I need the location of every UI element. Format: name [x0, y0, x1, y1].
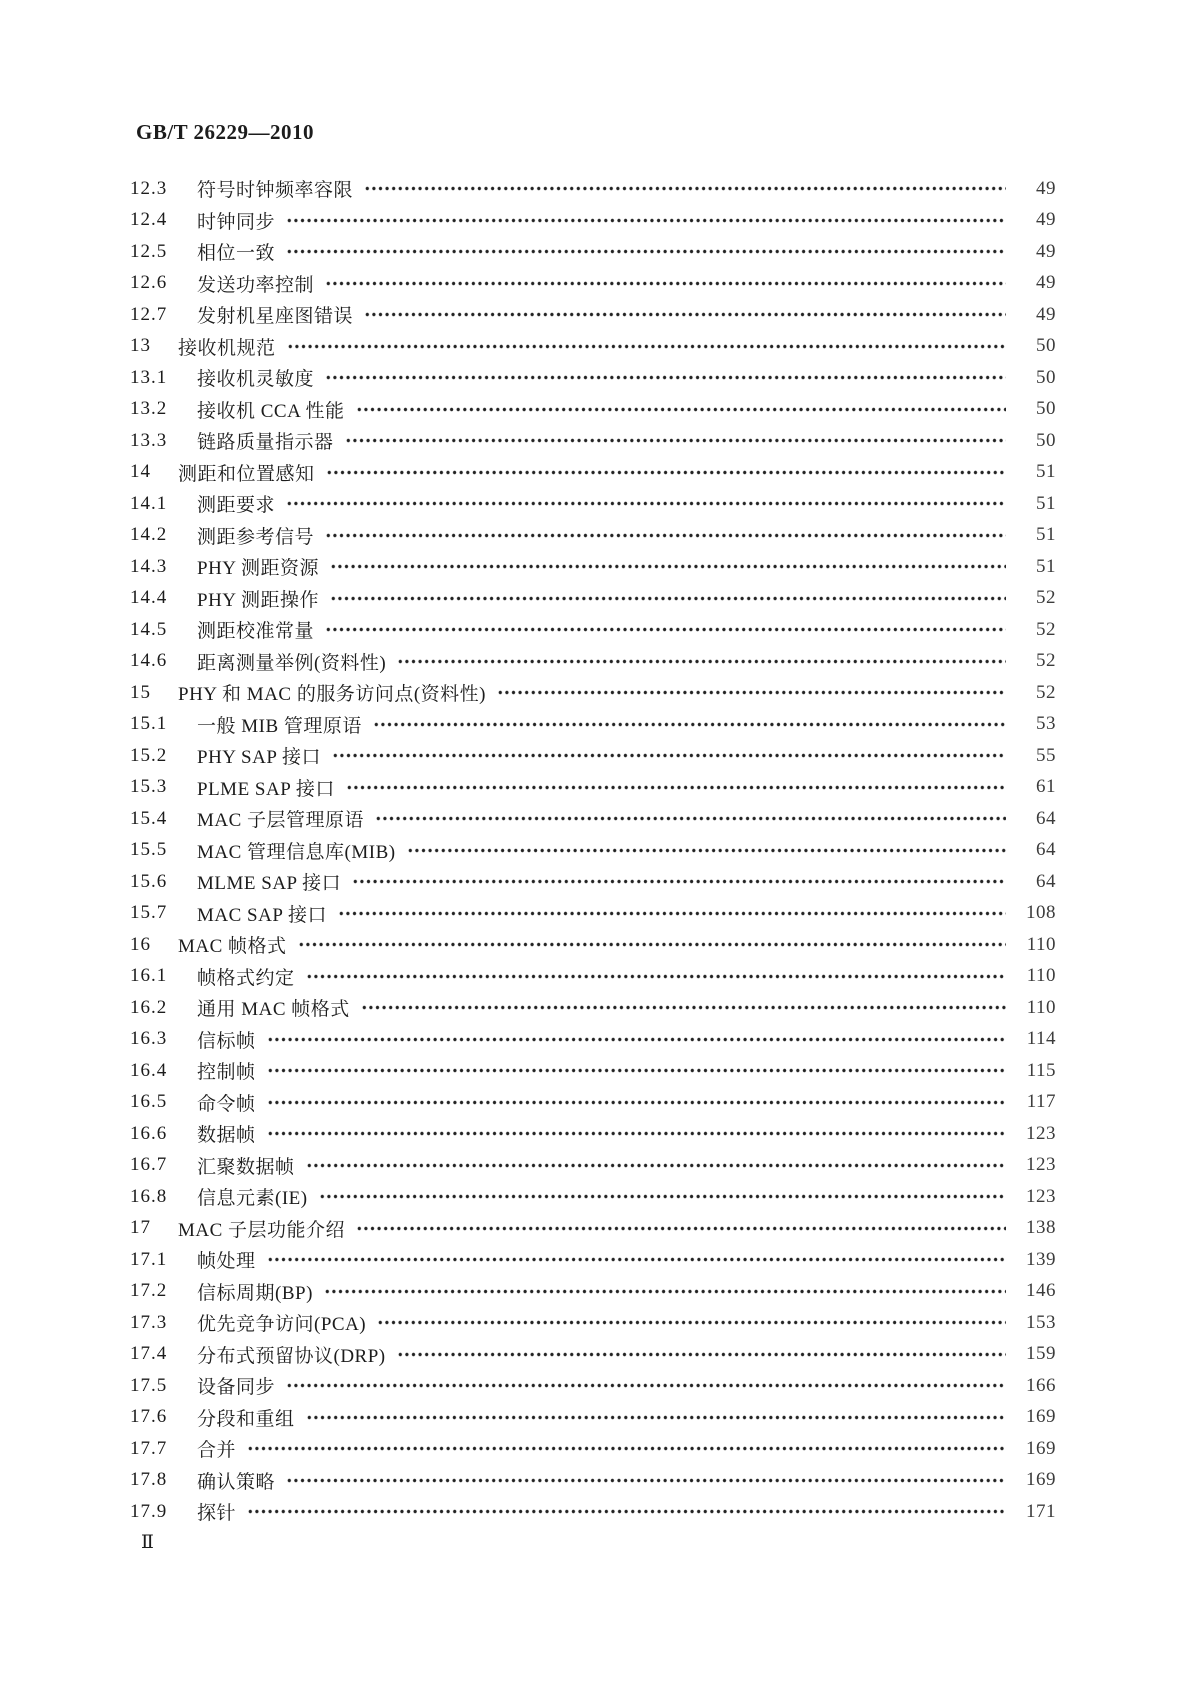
toc-entry-page: 64: [1036, 807, 1056, 829]
toc-entry-title: PHY SAP 接口: [197, 747, 321, 769]
toc-entry-page: 50: [1036, 335, 1056, 357]
toc-entry-page: 110: [1026, 996, 1056, 1018]
toc-entry-title: 分布式预留协议(DRP): [197, 1345, 386, 1367]
dot-leader: [267, 1244, 1006, 1276]
dot-leader: [345, 425, 1006, 457]
toc-entry-number: 17.5: [130, 1374, 168, 1396]
toc-entry-page: 138: [1026, 1217, 1056, 1239]
toc-entry-page: 52: [1036, 587, 1056, 609]
toc-entry-title: 探针: [197, 1503, 237, 1525]
toc-entry-page: 123: [1026, 1122, 1056, 1144]
toc-entry-page: 169: [1026, 1406, 1056, 1428]
dot-leader: [338, 898, 1006, 930]
toc-entry-number: 17: [130, 1217, 151, 1239]
dot-leader: [306, 1150, 1006, 1182]
dot-leader: [325, 362, 1006, 394]
toc-entry-title: 链路质量指示器: [197, 432, 334, 454]
dot-leader: [330, 551, 1006, 583]
toc-entry-title: 接收机 CCA 性能: [197, 400, 345, 422]
toc-entry-page: 51: [1036, 461, 1056, 483]
toc-entry-title: PHY 和 MAC 的服务访问点(资料性): [178, 684, 486, 706]
toc-entry: [130, 488, 1056, 520]
toc-entry-number: 15.2: [130, 744, 168, 766]
toc-entry: [130, 425, 1056, 457]
toc-entry-page: 110: [1026, 965, 1056, 987]
dot-leader: [325, 520, 1006, 552]
toc-entry-title: 时钟同步: [197, 211, 276, 233]
toc-entry-page: 49: [1036, 209, 1056, 231]
toc-entry-title: 控制帧: [197, 1062, 256, 1084]
toc-entry-title: 帧处理: [197, 1251, 256, 1273]
toc-entry-title: MAC SAP 接口: [197, 904, 327, 926]
toc-entry: [130, 992, 1056, 1024]
dot-leader: [267, 1087, 1006, 1119]
dot-leader: [397, 1339, 1006, 1371]
toc-entry: [130, 1370, 1056, 1402]
toc-entry-number: 16.4: [130, 1059, 168, 1081]
page-number-footer: Ⅱ: [141, 1532, 154, 1553]
toc-entry-number: 13.2: [130, 398, 168, 420]
toc-entry-title: MAC 管理信息库(MIB): [197, 841, 396, 863]
toc-entry-number: 14: [130, 461, 151, 483]
toc-entry: [130, 646, 1056, 678]
toc-entry-number: 16: [130, 933, 151, 955]
toc-entry-title: 测距和位置感知: [178, 463, 315, 485]
toc-entry-page: 49: [1036, 303, 1056, 325]
dot-leader: [397, 646, 1006, 678]
toc-entry-title: 信息元素(IE): [197, 1188, 308, 1210]
toc-entry: [130, 394, 1056, 426]
toc-entry: [130, 614, 1056, 646]
toc-entry-title: 信标帧: [197, 1030, 256, 1052]
toc-entry-page: 50: [1036, 398, 1056, 420]
dot-leader: [352, 866, 1006, 898]
toc-entry: [130, 866, 1056, 898]
toc-entry: [130, 268, 1056, 300]
toc-entry-title: 数据帧: [197, 1125, 256, 1147]
toc-entry-title: 测距校准常量: [197, 621, 315, 643]
dot-leader: [375, 803, 1006, 835]
toc-entry-page: 55: [1036, 744, 1056, 766]
toc-entry-number: 16.5: [130, 1091, 168, 1113]
toc-entry-title: 相位一致: [197, 243, 276, 265]
toc-entry: [130, 835, 1056, 867]
toc-entry: [130, 173, 1056, 205]
dot-leader: [247, 1496, 1006, 1528]
toc-entry: [130, 1276, 1056, 1308]
toc-entry: [130, 1307, 1056, 1339]
toc-entry-page: 64: [1036, 870, 1056, 892]
toc-entry-page: 114: [1026, 1028, 1056, 1050]
toc-entry-number: 17.2: [130, 1280, 168, 1302]
toc-entry-number: 16.2: [130, 996, 168, 1018]
toc-entry-number: 12.6: [130, 272, 168, 294]
toc-entry-number: 13.1: [130, 366, 168, 388]
toc-entry-number: 14.1: [130, 492, 168, 514]
toc-entry-title: 分段和重组: [197, 1408, 295, 1430]
dot-leader: [373, 709, 1006, 741]
toc-entry-page: 51: [1036, 524, 1056, 546]
toc-entry: [130, 1087, 1056, 1119]
dot-leader: [286, 1370, 1006, 1402]
toc-entry-number: 16.7: [130, 1154, 168, 1176]
toc-entry: [130, 1244, 1056, 1276]
dot-leader: [325, 268, 1006, 300]
toc-entry-page: 53: [1036, 713, 1056, 735]
standard-number-header: GB/T 26229—2010: [136, 120, 315, 144]
dot-leader: [324, 1276, 1006, 1308]
toc-entry-number: 16.6: [130, 1122, 168, 1144]
toc-entry: [130, 551, 1056, 583]
toc-entry-title: MAC 子层功能介绍: [178, 1219, 346, 1241]
toc-entry-title: PHY 测距资源: [197, 558, 320, 580]
toc-entry-page: 64: [1036, 839, 1056, 861]
toc-entry-title: PLME SAP 接口: [197, 778, 335, 800]
toc-entry-number: 17.4: [130, 1343, 168, 1365]
dot-leader: [286, 205, 1006, 237]
toc-entry-number: 15: [130, 681, 151, 703]
dot-leader: [247, 1433, 1006, 1465]
toc-entry: [130, 961, 1056, 993]
toc-entry-page: 123: [1026, 1185, 1056, 1207]
toc-entry-page: 171: [1026, 1500, 1056, 1522]
dot-leader: [361, 992, 1006, 1024]
toc-entry-number: 12.7: [130, 303, 168, 325]
toc-entry-page: 139: [1026, 1248, 1056, 1270]
toc-entry-number: 14.6: [130, 650, 168, 672]
toc-entry-number: 15.6: [130, 870, 168, 892]
toc-entry: [130, 898, 1056, 930]
toc-entry-number: 17.8: [130, 1469, 168, 1491]
toc-entry: [130, 677, 1056, 709]
toc-entry-title: 测距要求: [197, 495, 276, 517]
toc-entry-page: 61: [1036, 776, 1056, 798]
toc-entry-title: 帧格式约定: [197, 967, 295, 989]
toc-entry-title: 命令帧: [197, 1093, 256, 1115]
toc-entry-page: 159: [1026, 1343, 1056, 1365]
toc-entry-title: 接收机规范: [178, 337, 276, 359]
toc-entry: [130, 1118, 1056, 1150]
dot-leader: [377, 1307, 1006, 1339]
dot-leader: [267, 1055, 1006, 1087]
toc-entry: [130, 457, 1056, 489]
toc-entry: [130, 236, 1056, 268]
toc-entry: [130, 1055, 1056, 1087]
toc-entry: [130, 1402, 1056, 1434]
toc-entry: [130, 1024, 1056, 1056]
toc-entry-title: 汇聚数据帧: [197, 1156, 295, 1178]
toc-entry: [130, 299, 1056, 331]
toc-entry-number: 13.3: [130, 429, 168, 451]
toc-entry-title: 接收机灵敏度: [197, 369, 315, 391]
toc-entry-title: MAC 帧格式: [178, 936, 287, 958]
dot-leader: [407, 835, 1006, 867]
dot-leader: [356, 394, 1006, 426]
toc-entry-page: 51: [1036, 555, 1056, 577]
toc-entry: [130, 583, 1056, 615]
toc-entry-page: 52: [1036, 618, 1056, 640]
toc-entry-page: 108: [1026, 902, 1056, 924]
dot-leader: [330, 583, 1006, 615]
toc-entry-title: 一般 MIB 管理原语: [197, 715, 362, 737]
toc-entry: [130, 929, 1056, 961]
dot-leader: [286, 236, 1006, 268]
dot-leader: [306, 1402, 1006, 1434]
toc-entry-number: 17.7: [130, 1437, 168, 1459]
toc-entry-number: 17.9: [130, 1500, 168, 1522]
dot-leader: [497, 677, 1006, 709]
dot-leader: [332, 740, 1006, 772]
toc-entry-page: 51: [1036, 492, 1056, 514]
toc-entry-number: 14.2: [130, 524, 168, 546]
toc-entry-title: 设备同步: [197, 1377, 276, 1399]
dot-leader: [326, 457, 1006, 489]
toc-entry: [130, 1150, 1056, 1182]
toc-entry: [130, 1213, 1056, 1245]
dot-leader: [364, 173, 1006, 205]
toc-entry-number: 15.1: [130, 713, 168, 735]
toc-entry-page: 52: [1036, 681, 1056, 703]
toc-entry-title: MLME SAP 接口: [197, 873, 342, 895]
dot-leader: [286, 488, 1006, 520]
toc-entry-page: 146: [1026, 1280, 1056, 1302]
toc-entry-number: 15.3: [130, 776, 168, 798]
toc-entry-page: 50: [1036, 366, 1056, 388]
toc-entry: [130, 205, 1056, 237]
dot-leader: [325, 614, 1006, 646]
toc-entry-number: 12.5: [130, 240, 168, 262]
toc-entry-page: 115: [1026, 1059, 1056, 1081]
dot-leader: [267, 1118, 1006, 1150]
toc-entry-title: 通用 MAC 帧格式: [197, 999, 350, 1021]
toc-entry-number: 16.3: [130, 1028, 168, 1050]
dot-leader: [306, 961, 1006, 993]
dot-leader: [346, 772, 1006, 804]
toc-entry-number: 17.3: [130, 1311, 168, 1333]
toc-entry-title: 距离测量举例(资料性): [197, 652, 387, 674]
toc-entry-page: 52: [1036, 650, 1056, 672]
toc-entry-title: 确认策略: [197, 1471, 276, 1493]
toc-entry: [130, 1433, 1056, 1465]
toc-entry-number: 12.3: [130, 177, 168, 199]
toc-entry-page: 169: [1026, 1437, 1056, 1459]
toc-entry-number: 16.8: [130, 1185, 168, 1207]
toc-entry-title: 优先竞争访问(PCA): [197, 1314, 367, 1336]
toc-entry-title: MAC 子层管理原语: [197, 810, 365, 832]
toc-entry-page: 153: [1026, 1311, 1056, 1333]
toc-entry-number: 16.1: [130, 965, 168, 987]
toc-entry-number: 13: [130, 335, 151, 357]
toc-entry: [130, 803, 1056, 835]
dot-leader: [287, 331, 1006, 363]
toc-entry-page: 50: [1036, 429, 1056, 451]
dot-leader: [319, 1181, 1006, 1213]
toc-entry-page: 166: [1026, 1374, 1056, 1396]
toc-entry: [130, 1496, 1056, 1528]
toc-entry-title: 信标周期(BP): [197, 1282, 313, 1304]
toc-entry-title: 测距参考信号: [197, 526, 315, 548]
toc-entry-title: 符号时钟频率容限: [197, 180, 354, 202]
toc-entry: [130, 331, 1056, 363]
toc-entry-number: 15.5: [130, 839, 168, 861]
toc-entry-number: 17.1: [130, 1248, 168, 1270]
toc-entry-page: 123: [1026, 1154, 1056, 1176]
toc-entry: [130, 772, 1056, 804]
dot-leader: [298, 929, 1006, 961]
toc-entry-title: 发射机星座图错误: [197, 306, 354, 328]
toc-entry-title: PHY 测距操作: [197, 589, 320, 611]
toc-entry: [130, 362, 1056, 394]
toc-entry: [130, 1181, 1056, 1213]
toc-entry: [130, 709, 1056, 741]
toc-entry-page: 110: [1026, 933, 1056, 955]
toc-entry-number: 15.7: [130, 902, 168, 924]
dot-leader: [364, 299, 1006, 331]
dot-leader: [356, 1213, 1006, 1245]
toc-entry-page: 49: [1036, 272, 1056, 294]
toc-entry-number: 14.5: [130, 618, 168, 640]
toc-entry-number: 14.3: [130, 555, 168, 577]
toc-entry-title: 发送功率控制: [197, 274, 315, 296]
toc-entry-number: 14.4: [130, 587, 168, 609]
toc-entry-number: 12.4: [130, 209, 168, 231]
dot-leader: [267, 1024, 1006, 1056]
toc-entry: [130, 1465, 1056, 1497]
toc-entry-page: 169: [1026, 1469, 1056, 1491]
toc-entry: [130, 740, 1056, 772]
toc-entry-number: 17.6: [130, 1406, 168, 1428]
dot-leader: [286, 1465, 1006, 1497]
toc-entry-page: 49: [1036, 177, 1056, 199]
toc-entry-page: 49: [1036, 240, 1056, 262]
toc-entry-number: 15.4: [130, 807, 168, 829]
toc-list: [130, 173, 1056, 1528]
toc-entry-title: 合并: [197, 1440, 237, 1462]
toc-entry: [130, 1339, 1056, 1371]
toc-entry-page: 117: [1026, 1091, 1056, 1113]
toc-entry: [130, 520, 1056, 552]
